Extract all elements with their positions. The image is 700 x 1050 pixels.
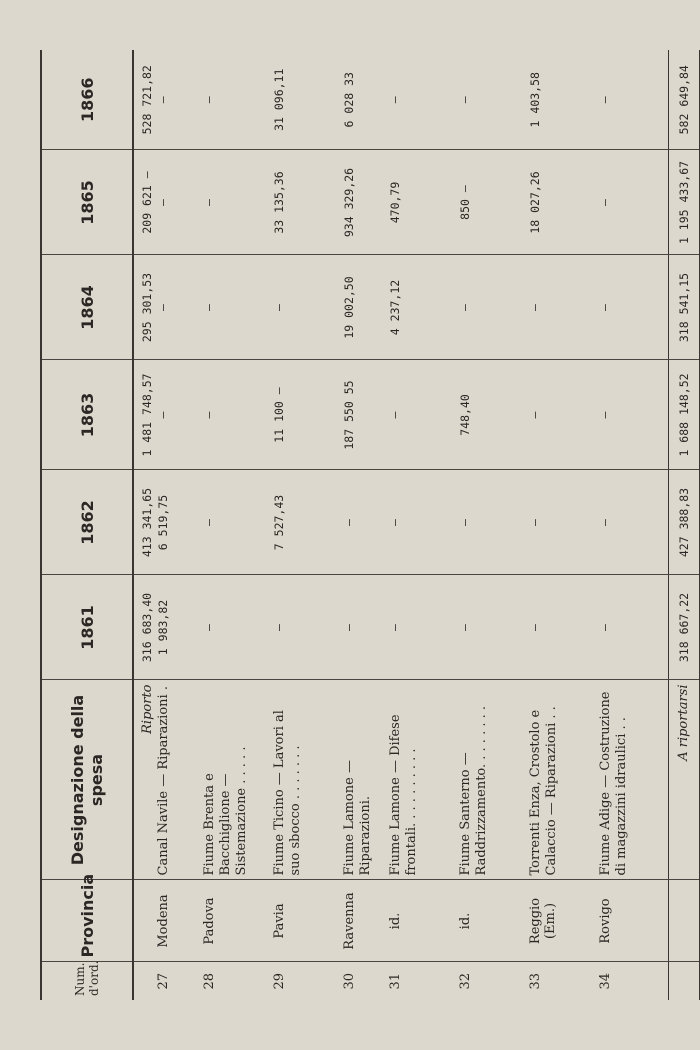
row-value-1861: — — [272, 575, 342, 680]
riporto-1865: 209 621 — — [133, 150, 156, 255]
row-provincia: id. — [388, 880, 458, 962]
row-value-1862: — — [528, 470, 598, 575]
row-value-1865: — — [156, 150, 202, 255]
row-designazione: Canal Navile — Riparazioni . — [156, 680, 202, 880]
table-row — [202, 50, 272, 1000]
header-year-1862: 1862 — [41, 470, 133, 575]
header-year-1863: 1863 — [41, 360, 133, 470]
row-designazione: Fiume Brenta e Bacchiglione — Sistemazione . . . . . — [202, 680, 272, 880]
totals-1862: 427 388,83 — [668, 470, 700, 575]
header-year-1866: 1866 — [41, 50, 133, 150]
row-value-1862: 6 519,75 — [156, 470, 202, 575]
row-value-1863: — — [156, 360, 202, 470]
row-designazione: Fiume Lamone — Riparazioni. — [342, 680, 388, 880]
row-number: 33 — [528, 972, 543, 990]
totals-1865: 1 195 433,67 — [668, 150, 700, 255]
row-value-1864: — — [458, 255, 528, 360]
row-value-1861: — — [458, 575, 528, 680]
row-value-1864: — — [156, 255, 202, 360]
header-year-1861: 1861 — [41, 575, 133, 680]
row-value-1862: — — [598, 470, 668, 575]
row-number: 27 — [156, 972, 171, 990]
riporto-label: Riporto — [133, 680, 156, 880]
row-value-1866: — — [598, 50, 668, 150]
totals-1863: 1 688 148,52 — [668, 360, 700, 470]
row-value-1865: 934 329,26 — [342, 150, 388, 255]
riporto-row — [133, 50, 156, 1000]
row-value-1865: 18 027,26 — [528, 150, 598, 255]
row-value-1862: — — [388, 470, 458, 575]
row-value-1864: 4 237,12 — [388, 255, 458, 360]
row-value-1866: — — [156, 50, 202, 150]
riporto-1862: 413 341,65 — [133, 470, 156, 575]
row-value-1863: 748,40 — [458, 360, 528, 470]
row-number: 32 — [458, 972, 473, 990]
row-value-1861: 1 983,82 — [156, 575, 202, 680]
row-provincia: id. — [458, 880, 528, 962]
row-value-1862: — — [342, 470, 388, 575]
row-value-1864: — — [272, 255, 342, 360]
row-value-1864: — — [528, 255, 598, 360]
row-value-1862: — — [458, 470, 528, 575]
riporto-1861: 316 683,40 — [133, 575, 156, 680]
row-provincia: Padova — [202, 880, 272, 962]
table-row — [342, 50, 388, 1000]
totals-1861: 318 667,22 — [668, 575, 700, 680]
header-numord: Num. d'ord. — [41, 962, 133, 1000]
row-value-1864: — — [202, 255, 272, 360]
row-value-1863: — — [598, 360, 668, 470]
totals-prov — [668, 880, 700, 962]
header-designazione: Designazione della spesa — [41, 680, 133, 880]
row-provincia: Ravenna — [342, 880, 388, 962]
row-value-1866: — — [458, 50, 528, 150]
row-value-1865: — — [202, 150, 272, 255]
row-value-1863: — — [202, 360, 272, 470]
row-value-1861: — — [528, 575, 598, 680]
header-provincia: Provincia — [41, 880, 133, 962]
row-value-1865: — — [598, 150, 668, 255]
row-value-1866: — — [202, 50, 272, 150]
header-year-1865: 1865 — [41, 150, 133, 255]
row-value-1865: 850 — — [458, 150, 528, 255]
row-value-1864: 19 002,50 — [342, 255, 388, 360]
row-value-1861: — — [598, 575, 668, 680]
row-value-1866: 1 403,58 — [528, 50, 598, 150]
riporto-1864: 295 301,53 — [133, 255, 156, 360]
row-value-1862: — — [202, 470, 272, 575]
row-value-1861: — — [202, 575, 272, 680]
row-value-1866: 31 096,11 — [272, 50, 342, 150]
expense-table — [40, 50, 700, 1000]
row-designazione: Torrenti Enza, Crostolo e Calaccio — Riparazioni . . — [528, 680, 598, 880]
totals-num — [668, 962, 700, 1000]
row-provincia: Reggio (Em.) — [528, 880, 598, 962]
totals-1864: 318 541,15 — [668, 255, 700, 360]
row-value-1866: 6 028 33 — [342, 50, 388, 150]
totals-row — [668, 50, 700, 1000]
row-designazione: Fiume Santerno — Raddrizzamento. . . . . . . . — [458, 680, 528, 880]
totals-1866: 582 649,84 — [668, 50, 700, 150]
riporto-1863: 1 481 748,57 — [133, 360, 156, 470]
row-number: 28 — [202, 972, 217, 990]
row-designazione: Fiume Adige — Costruzione di magazzini idraulici . . — [598, 680, 668, 880]
table-row — [458, 50, 528, 1000]
table-row — [598, 50, 668, 1000]
row-number: 34 — [598, 972, 613, 990]
table-row — [272, 50, 342, 1000]
riporto-prov — [133, 880, 156, 962]
row-value-1863: — — [528, 360, 598, 470]
riporto-num — [133, 962, 156, 1000]
row-designazione: Fiume Lamone — Difese frontali. . . . . . . . . . — [388, 680, 458, 880]
rotated-table-container — [40, 50, 691, 1000]
row-value-1861: — — [388, 575, 458, 680]
row-value-1864: — — [598, 255, 668, 360]
data-rows — [156, 50, 668, 1000]
totals-label: A riportarsi — [668, 680, 700, 880]
table-row — [388, 50, 458, 1000]
row-provincia: Rovigo — [598, 880, 668, 962]
row-designazione: Fiume Ticino — Lavori al suo sbocco . . . . . . . — [272, 680, 342, 880]
row-value-1866: — — [388, 50, 458, 150]
header-year-1864: 1864 — [41, 255, 133, 360]
row-value-1865: 470,79 — [388, 150, 458, 255]
row-value-1865: 33 135,36 — [272, 150, 342, 255]
row-value-1863: 11 100 — — [272, 360, 342, 470]
row-provincia: Pavia — [272, 880, 342, 962]
row-value-1863: — — [388, 360, 458, 470]
header-row — [41, 50, 133, 1000]
table-row — [156, 50, 202, 1000]
row-value-1861: — — [342, 575, 388, 680]
row-number: 29 — [272, 972, 287, 990]
row-value-1863: 187 550 55 — [342, 360, 388, 470]
riporto-1866: 528 721,82 — [133, 50, 156, 150]
table-row — [528, 50, 598, 1000]
row-number: 31 — [388, 972, 403, 990]
row-number: 30 — [342, 972, 357, 990]
row-value-1862: 7 527,43 — [272, 470, 342, 575]
row-provincia: Modena — [156, 880, 202, 962]
